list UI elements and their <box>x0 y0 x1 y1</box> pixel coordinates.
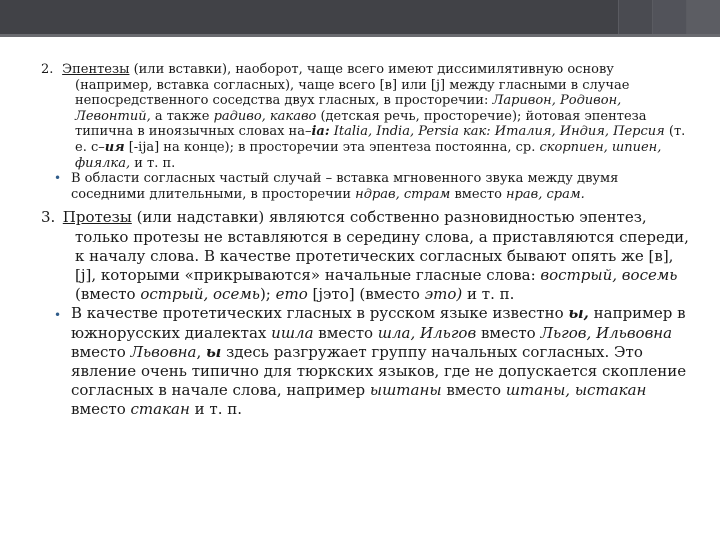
example: Льгов, Ильвовна <box>540 323 673 342</box>
example: скорпиен, шпиен, фиялка, <box>75 139 662 171</box>
text: В качестве протетических гласных в русском языке известно <box>71 304 569 323</box>
example-bold: ия <box>104 139 125 155</box>
text: [-ija] на конце); в просторечии эта эпентеза постоянна, ср. <box>124 139 540 155</box>
section-protheses: 3. Протезы (или надставки) являются собственно разновидностью эпентез, только протезы не вставляются в середину слова, а приставляются спереди, к началу слова. В качестве протетических согласных бывают опять же [в], [j], которыми «прикрываются» начальные гласные слова: вострый, восемь (вместо острый, осемь); ето [jэто] (вместо это) и т. п. <box>41 208 689 304</box>
text: и т. п. <box>189 400 242 419</box>
example: Italia, India, Persia как: Италия, Индия, Персия <box>333 124 665 140</box>
text: , <box>196 342 207 361</box>
example: ето <box>275 285 308 304</box>
text: и т. п. <box>462 285 515 304</box>
text: (вместо <box>75 285 141 304</box>
section-epentheses: 2. Эпентезы (или вставки), наоборот, чаще всего имеют диссимилятивную основу (например, вставка согласных), чаще всего [в] или [j] между гласными в случае непосредственного соседства двух гласных, в просторечии: Ларивон, Родивон, Левонтий, а также радиво, какаво (детская речь, просторечие); йотовая эпентеза типична в иноязычных словах на–ia: Italia, India, Persia как: Италия, Индия, Персия (т. е. с–ия [-ija] на конце); в просторечии эта эпентеза постоянна, ср. скорпиен, шпиен, фиялка, и т. п. <box>41 62 686 171</box>
text: вместо <box>441 381 506 400</box>
top-decor-block <box>686 0 720 34</box>
example: радиво, какаво <box>213 108 317 124</box>
example: ндрав, страм <box>355 186 451 202</box>
text: и т. п. <box>130 155 176 171</box>
example: шла, Ильгов <box>377 323 477 342</box>
text: (или вставки), наоборот, чаще всего имеют диссимилятивную основу (например, вставка согласных), чаще всего [в] или [j] между гласными в случае непосредственного соседства двух гласных, в просторечии: <box>75 62 630 109</box>
example: острый, осемь <box>140 285 260 304</box>
text: ); <box>259 285 276 304</box>
text: например в южнорусских диалектах <box>71 304 686 342</box>
example: Ларивон, Родивон, Левонтий, <box>75 93 622 124</box>
bullet-dot-icon: • <box>54 171 62 186</box>
example: ыштаны <box>369 381 442 400</box>
example: стакан <box>130 400 190 419</box>
example: это) <box>424 285 463 304</box>
top-decor-line <box>0 34 720 37</box>
example-bold: ia: <box>311 124 330 140</box>
text: [jэто] (вместо <box>307 285 425 304</box>
example: Львовна <box>130 342 197 361</box>
bullet-consonant-insertion <box>54 171 694 202</box>
example-bold: ы, <box>568 304 589 323</box>
top-decor-bar <box>0 0 720 34</box>
text: вместо <box>313 323 378 342</box>
example-bold: ы <box>206 342 222 361</box>
text: вместо <box>476 323 541 342</box>
text: вместо <box>450 186 507 202</box>
example: вострый, восемь <box>540 265 678 284</box>
term-protheses: Протезы <box>62 208 132 227</box>
text: (или надставки) являются собственно разновидностью эпентез, только протезы не вставляются в середину слова, а приставляются спереди, к началу слова. В качестве протетических согласных бывают опять же [в], [j], которыми «прикрываются» начальные гласные слова: <box>75 208 689 284</box>
text: В области согласных частый случай – вставка мгновенного звука между двумя соседними длительными, в просторечии <box>71 171 619 202</box>
slide-body <box>41 62 694 420</box>
bullet-dot-icon: • <box>54 308 62 323</box>
text: а также <box>150 108 214 124</box>
text: вместо <box>71 400 131 419</box>
text: (детская речь, просторечие); йотовая эпентеза типична в иноязычных словах на– <box>75 108 647 140</box>
example: штаны, ыстакан <box>505 381 647 400</box>
text: вместо <box>71 342 131 361</box>
bullet-prothetic-vowels <box>54 304 694 419</box>
term-epentheses: Эпентезы <box>62 62 130 77</box>
text: (т. е. с– <box>75 124 686 155</box>
example: ишла <box>271 323 314 342</box>
top-decor-block <box>652 0 686 34</box>
text: здесь разгружает группу начальных согласных. Это явление очень типично для тюркских языков, где не допускается скопление согласных в начале слова, например <box>71 342 687 400</box>
example: нрав, срам. <box>506 186 585 202</box>
top-decor-block <box>618 0 652 34</box>
